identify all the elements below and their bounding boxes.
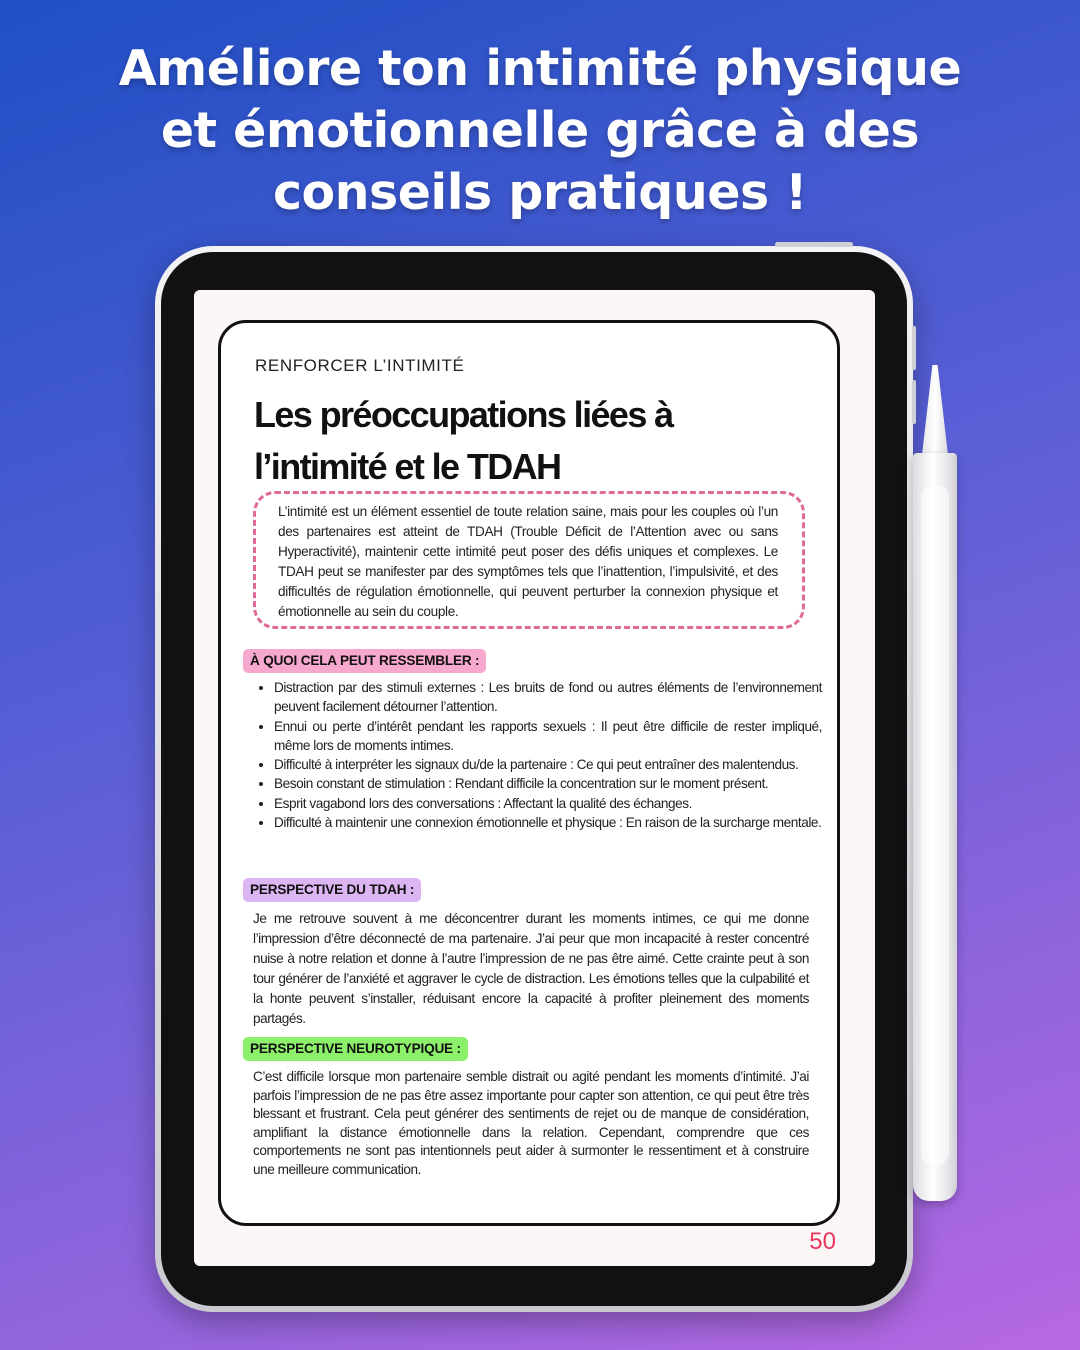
tablet-top-button (775, 242, 853, 247)
headline (0, 38, 1080, 224)
list-item: • Besoin constant de stimulation : Rendant difficile la concentration sur le moment présent. (274, 774, 822, 793)
stylus-flat-side (921, 485, 949, 1165)
stylus-pencil-icon (913, 365, 957, 1201)
headline-line-1: Améliore ton intimité physique (118, 40, 962, 97)
page-title (254, 389, 814, 493)
list-item: • Difficulté à maintenir une connexion émotionnelle et physique : En raison de la surcharge mentale. (274, 813, 822, 832)
page-number: 50 (809, 1228, 836, 1255)
headline-line-3: conseils pratiques ! (272, 164, 808, 221)
symptom-list (257, 678, 822, 832)
tablet-screen (194, 290, 875, 1266)
page-title-line-2: l’intimité et le TDAH (254, 446, 561, 487)
section-heading-adhd-perspective: PERSPECTIVE DU TDAH : (243, 878, 421, 902)
stylus-tip (922, 365, 948, 455)
list-item: • Ennui ou perte d’intérêt pendant les rapports sexuels : Il peut être difficile de rester impliqué, même lors de moments intimes. (274, 717, 822, 756)
neurotypical-perspective-text: C’est difficile lorsque mon partenaire semble distrait ou agité pendant les moments d’intimité. J’ai parfois l’impression de ne pas être assez importante pour capter son attention, ce qui peut être très blessant et frustrant. Cela peut générer des sentiments de rejet ou de manque de considération, amplifiant la distance émotionnelle dans la relation. Cependant, comprendre que ces comportements ne sont pas intentionnels peut aider à surmonter le ressentiment et à construire une meilleure communication. (253, 1069, 809, 1177)
section-heading-looks-like: À QUOI CELA PEUT RESSEMBLER : (243, 649, 486, 673)
adhd-perspective-text: Je me retrouve souvent à me déconcentrer durant les moments intimes, ce qui me donne l’impression d’être déconnecté de ma partenaire. J’ai peur que mon incapacité à rester concentré nuise à notre relation et donne à l’autre l’impression de ne pas être aimé. Cette crainte peut à son tour générer de l’anxiété et aggraver le cycle de distraction. Les émotions telles que la culpabilité et la honte peuvent s’installer, réduisant encore la capacité à profiter pleinement des moments partagés. (253, 911, 809, 1026)
section-label: RENFORCER L’INTIMITÉ (255, 356, 465, 375)
page-title-line-1: Les préoccupations liées à (254, 394, 673, 435)
headline-line-2: et émotionnelle grâce à des (160, 102, 920, 159)
tablet-volume-up-button (912, 326, 916, 370)
list-item: • Difficulté à interpréter les signaux du/de la partenaire : Ce qui peut entraîner des malentendus. (274, 755, 822, 774)
list-item: • Esprit vagabond lors des conversations : Affectant la qualité des échanges. (274, 794, 822, 813)
page-card (218, 320, 840, 1226)
intro-box: L’intimité est un élément essentiel de toute relation saine, mais pour les couples où l’un des partenaires est atteint de TDAH (Trouble Déficit de l’Attention avec ou sans Hyperactivité), maintenir cette intimité peut poser des défis uniques et complexes. Le TDAH peut se manifester par des symptômes tels que l’inattention, l’impulsivité, et des difficultés de régulation émotionnelle, qui peuvent perturber la connexion physique et émotionnelle au sein du couple. (253, 491, 805, 629)
section-heading-neurotypical-perspective: PERSPECTIVE NEUROTYPIQUE : (243, 1037, 468, 1061)
list-item: • Distraction par des stimuli externes : Les bruits de fond ou autres éléments de l’environnement peuvent facilement détourner l’attention. (274, 678, 822, 717)
